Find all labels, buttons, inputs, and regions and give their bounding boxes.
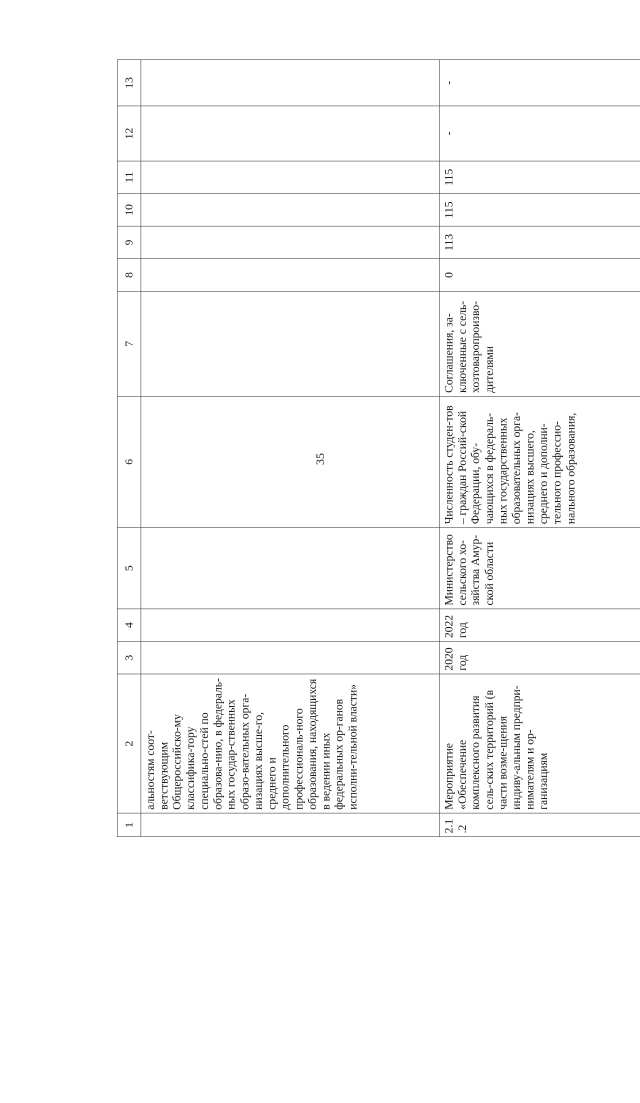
column-header: 6 xyxy=(117,396,141,527)
column-header: 2 xyxy=(117,674,141,813)
table-region xyxy=(120,79,640,1103)
value-cell xyxy=(141,60,440,106)
column-header: 7 xyxy=(117,291,141,396)
value-cell: - xyxy=(440,106,640,161)
table-row xyxy=(440,60,640,837)
value-cell xyxy=(141,226,440,259)
column-header: 8 xyxy=(117,259,141,292)
column-number-row xyxy=(117,60,141,837)
column-header: 1 xyxy=(117,813,141,837)
program-activities-table xyxy=(117,59,640,837)
value-cell xyxy=(141,106,440,161)
column-header: 9 xyxy=(117,226,141,259)
rotated-table-container xyxy=(117,77,640,837)
row-number-cell: 2.1.2 xyxy=(440,813,640,837)
responsible-cell xyxy=(141,528,440,609)
column-header: 5 xyxy=(117,528,141,609)
column-header: 3 xyxy=(117,641,141,674)
start-year-cell xyxy=(141,641,440,674)
page-number: 35 xyxy=(313,453,327,465)
row-number-cell xyxy=(141,813,440,837)
document-cell xyxy=(141,291,440,396)
activity-name-cell: Мероприятие «Обеспечение комплексного развития сель-ских территорий (в части возме-щения индиву-альным предпри-нимателям и ор-ганизациям xyxy=(440,674,640,813)
responsible-cell: Министерство сельского хо-зяйства Амур-ской области xyxy=(440,528,640,609)
indicator-cell xyxy=(141,396,440,527)
document-cell: Соглашения, за-ключенные с сель-хозтоваропроизво-дителями xyxy=(440,291,640,396)
column-header: 13 xyxy=(117,60,141,106)
end-year-cell xyxy=(141,609,440,642)
value-cell: 115 xyxy=(440,194,640,227)
activity-name-cell: альностям соот-ветствующим Общероссийско-му классифика-тору специально-стей по образова-нию, в федераль-ных государ-ственных образо-вательных орга-низациях высше-го, среднего и дополнительного профессиональ-ного образования, находящихся в ведении иных федеральных ор-ганов исполни-тельной власти» xyxy=(141,674,440,813)
column-header: 10 xyxy=(117,194,141,227)
value-cell: - xyxy=(440,60,640,106)
indicator-cell: Численность студен-тов – граждан Россий-ской Федерации, обу-чающихся в федераль-ных государственных образовательных орга-низациях высшего, среднего и дополни-тельного профессио-нального образования, xyxy=(440,396,640,527)
column-header: 11 xyxy=(117,161,141,194)
column-header: 12 xyxy=(117,106,141,161)
table-row xyxy=(141,60,440,837)
value-cell: 115 xyxy=(440,161,640,194)
value-cell: 113 xyxy=(440,226,640,259)
end-year-cell: 2022 год xyxy=(440,609,640,642)
column-header: 4 xyxy=(117,609,141,642)
value-cell xyxy=(141,194,440,227)
value-cell xyxy=(141,161,440,194)
value-cell: 0 xyxy=(440,259,640,292)
value-cell xyxy=(141,259,440,292)
start-year-cell: 2020 год xyxy=(440,641,640,674)
